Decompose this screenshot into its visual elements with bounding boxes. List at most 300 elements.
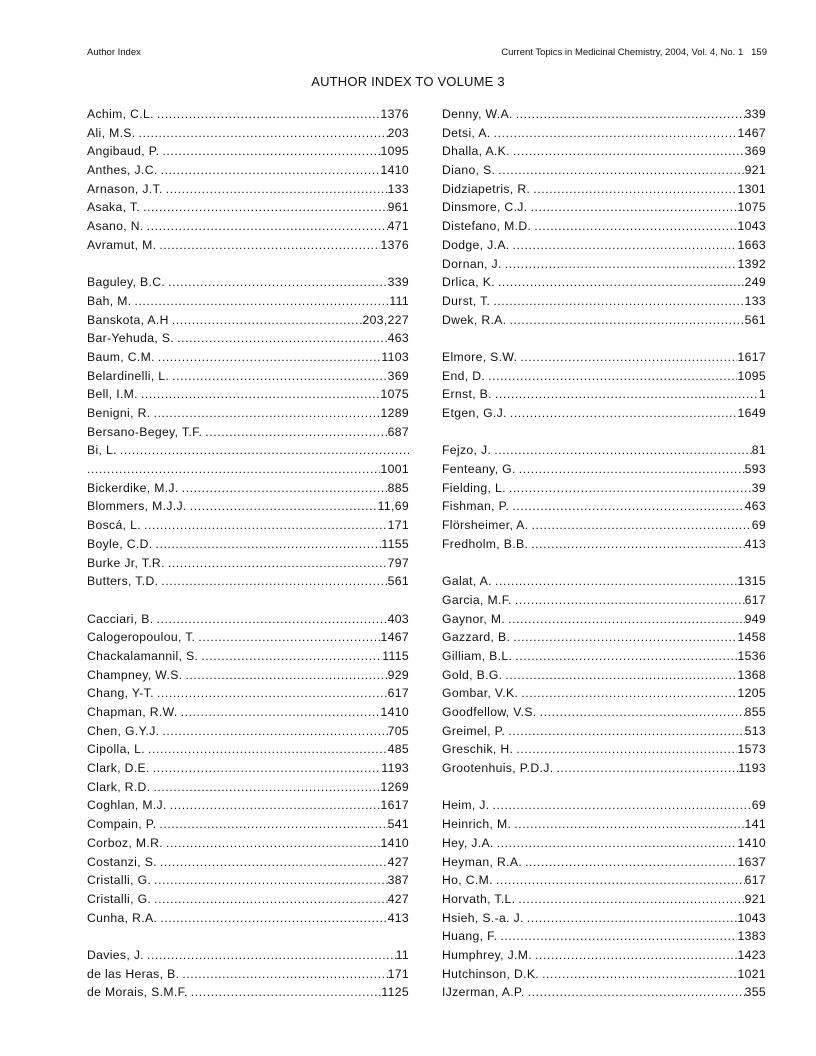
- page-numbers: 463: [387, 331, 409, 346]
- page-numbers: 11: [395, 947, 409, 962]
- index-entry: [87, 273, 409, 292]
- author-name: Bah, M.: [87, 293, 132, 308]
- dot-leader: [509, 311, 744, 330]
- dot-leader: [531, 535, 744, 554]
- dot-leader: [488, 367, 737, 386]
- author-name: Costanzi, S.: [87, 854, 157, 869]
- dot-leader: [519, 460, 745, 479]
- page-numbers: 403: [387, 611, 409, 626]
- page-numbers: 1043: [737, 219, 766, 234]
- dot-leader: [153, 759, 382, 778]
- author-name: Horvath, T.L.: [442, 891, 516, 906]
- page-numbers: 133: [387, 181, 409, 196]
- author-name: Drlica, K.: [442, 275, 495, 290]
- page-numbers: 855: [744, 705, 766, 719]
- dot-leader: [157, 105, 381, 124]
- dot-leader: [154, 890, 387, 909]
- dot-leader: [170, 796, 381, 815]
- dot-leader: [201, 647, 382, 666]
- page-numbers: 1376: [380, 107, 409, 121]
- page-numbers: 1289: [380, 406, 409, 420]
- index-entry: [442, 591, 766, 610]
- author-name: Davies, J.: [87, 947, 145, 962]
- index-entry: [87, 311, 409, 330]
- dot-leader: [191, 983, 382, 1002]
- page-numbers: 1095: [380, 144, 409, 159]
- author-name: Dinsmore, C.J.: [442, 200, 528, 215]
- page-numbers: 1095: [737, 368, 766, 383]
- index-entry: [442, 404, 766, 423]
- running-header-right: Current Topics in Medicinal Chemistry, 2004, Vol. 4, No. 1 159: [501, 47, 767, 58]
- dot-leader: [518, 890, 744, 909]
- dot-leader: [505, 255, 738, 274]
- index-entry: [442, 909, 766, 928]
- author-name: Fredholm, B.B.: [442, 536, 529, 551]
- dot-leader: [143, 198, 388, 217]
- dot-leader: [181, 703, 381, 722]
- dot-leader: [160, 853, 388, 872]
- index-entry: [87, 535, 409, 554]
- dot-leader: [534, 217, 737, 236]
- index-entry: [87, 853, 409, 872]
- dot-leader: [521, 684, 737, 703]
- page-numbers: 387: [387, 873, 409, 888]
- dot-leader: [513, 236, 738, 255]
- author-name: Anthes, J.C.: [87, 163, 158, 178]
- dot-leader: [515, 591, 745, 610]
- page-numbers: 1001: [380, 462, 409, 477]
- author-name: Chang, Y-T.: [87, 686, 154, 701]
- index-entry: [87, 703, 409, 722]
- index-entry: [442, 441, 766, 460]
- index-entry: [87, 348, 409, 367]
- index-entry: [442, 217, 766, 236]
- page-numbers: 1649: [737, 406, 766, 420]
- index-entry: [87, 385, 409, 404]
- page-numbers: 463: [744, 499, 766, 514]
- author-name: Gold, B.G.: [442, 667, 503, 682]
- page-numbers: 1075: [380, 387, 409, 402]
- author-name: de Morais, S.M.F.: [87, 985, 188, 1000]
- dot-leader: [182, 479, 388, 498]
- dot-leader: [155, 535, 381, 554]
- page-numbers: 1115: [382, 648, 409, 663]
- index-letter-group: [87, 946, 409, 1002]
- index-entry: [442, 385, 766, 404]
- dot-leader: [172, 367, 387, 386]
- page-numbers: 617: [744, 873, 766, 888]
- page-numbers: 1410: [380, 835, 409, 850]
- dot-leader: [161, 572, 387, 591]
- index-entry: [442, 815, 766, 834]
- dot-leader: [509, 479, 752, 498]
- author-name: Arnason, J.T.: [87, 181, 163, 196]
- dot-leader: [513, 628, 737, 647]
- author-name: Heim, J.: [442, 798, 490, 813]
- page-numbers: 133: [744, 293, 766, 308]
- dot-leader: [497, 834, 738, 853]
- index-letter-group: [442, 796, 766, 1002]
- page-numbers: 1021: [737, 966, 766, 981]
- index-entry: [442, 236, 766, 255]
- page-numbers: 39: [751, 480, 766, 495]
- dot-leader: [516, 105, 745, 124]
- author-name: Gilliam, B.L.: [442, 648, 513, 663]
- author-name: Clark, R.D.: [87, 779, 151, 794]
- index-entry: [442, 292, 766, 311]
- page-numbers: 427: [387, 854, 409, 869]
- index-entry: [442, 180, 766, 199]
- index-entry: [87, 497, 409, 516]
- dot-leader: [516, 740, 737, 759]
- index-entry: [442, 198, 766, 217]
- page-numbers: 339: [744, 107, 766, 121]
- page-numbers: 1458: [737, 630, 766, 645]
- dot-leader: [120, 441, 409, 460]
- page-numbers: 961: [387, 200, 409, 215]
- index-entry: [442, 311, 766, 330]
- author-name: Distefano, M.D.: [442, 219, 532, 234]
- dot-leader: [527, 909, 738, 928]
- dot-leader: [525, 853, 737, 872]
- dot-leader: [512, 497, 744, 516]
- index-entry: [87, 628, 409, 647]
- dot-leader: [144, 516, 388, 535]
- index-column-right: [442, 105, 766, 1021]
- index-entry: [87, 946, 409, 965]
- page-numbers: 171: [387, 518, 409, 533]
- index-entry: [442, 890, 766, 909]
- dot-leader: [493, 796, 752, 815]
- page-numbers: 1410: [380, 163, 409, 178]
- page-numbers: 1193: [738, 761, 766, 776]
- dot-leader: [542, 965, 737, 984]
- author-name: Baguley, B.C.: [87, 275, 166, 290]
- index-column-left: [87, 105, 409, 1021]
- page-numbers: 1383: [737, 929, 766, 944]
- index-entry: [87, 722, 409, 741]
- page-numbers: 1637: [737, 854, 766, 869]
- dot-leader: [160, 909, 387, 928]
- author-name: Durst, T.: [442, 293, 491, 308]
- page-numbers: 471: [387, 219, 409, 234]
- page-numbers: 69: [751, 518, 766, 533]
- page-numbers: 541: [387, 817, 409, 832]
- author-name: Cacciari, B.: [87, 611, 154, 626]
- dot-leader: [508, 722, 744, 741]
- dot-leader: [166, 180, 388, 199]
- dot-leader: [162, 722, 387, 741]
- dot-leader: [185, 666, 387, 685]
- index-entry: [442, 460, 766, 479]
- dot-leader: [148, 740, 388, 759]
- page-numbers: 1467: [737, 125, 766, 140]
- index-entry: [87, 217, 409, 236]
- index-entry: [442, 124, 766, 143]
- page-numbers: 1269: [380, 779, 409, 794]
- index-entry: [442, 367, 766, 386]
- author-name: Denny, W.A.: [442, 107, 513, 121]
- page-numbers: 561: [387, 574, 409, 589]
- index-entry: [87, 759, 409, 778]
- index-entry: [442, 853, 766, 872]
- index-entry: [87, 871, 409, 890]
- dot-leader: [498, 273, 745, 292]
- page-numbers: 797: [387, 555, 409, 570]
- author-name: Greimel, P.: [442, 723, 506, 738]
- page-numbers: 617: [387, 686, 409, 701]
- index-entry: [442, 255, 766, 274]
- dot-leader: [158, 348, 382, 367]
- index-letter-group: [87, 105, 409, 255]
- author-name: Gazzard, B.: [442, 630, 511, 645]
- author-name: Didziapetris, R.: [442, 181, 531, 196]
- author-name: Dodge, J.A.: [442, 237, 510, 252]
- author-name: Dwek, R.A.: [442, 312, 507, 327]
- page-numbers: 485: [387, 742, 409, 757]
- index-entry: [87, 441, 409, 460]
- author-name: Dornan, J.: [442, 256, 502, 271]
- index-entry: [87, 423, 409, 442]
- author-name: Elmore, S.W.: [442, 349, 518, 364]
- author-name: Champney, W.S.: [87, 667, 183, 682]
- page-numbers: 1301: [737, 181, 766, 196]
- author-name: Boscá, L.: [87, 518, 141, 533]
- page-numbers: 929: [387, 667, 409, 682]
- dot-leader: [154, 871, 387, 890]
- dot-leader: [494, 124, 738, 143]
- page-numbers: 355: [744, 985, 766, 1000]
- page-numbers: 921: [744, 891, 766, 906]
- index-entry: [87, 142, 409, 161]
- index-entry: [442, 348, 766, 367]
- author-name: de las Heras, B.: [87, 966, 180, 981]
- dot-leader: [134, 292, 389, 311]
- author-name: Blommers, M.J.J.: [87, 499, 187, 514]
- dot-leader: [159, 815, 387, 834]
- index-entry: [442, 871, 766, 890]
- dot-leader: [139, 124, 388, 143]
- page-numbers: 1392: [737, 256, 766, 271]
- page-numbers: 339: [387, 275, 409, 290]
- page-numbers: 369: [387, 368, 409, 383]
- dot-leader: [500, 927, 737, 946]
- dot-leader: [153, 404, 380, 423]
- index-entry: [87, 292, 409, 311]
- page-numbers: 1315: [737, 574, 766, 589]
- dot-leader: [513, 142, 745, 161]
- author-name: Grootenhuis, P.D.J.: [442, 761, 554, 776]
- author-name: Gaynor, M.: [442, 611, 506, 626]
- index-letter-group: [87, 610, 409, 928]
- index-entry: [87, 479, 409, 498]
- author-name: Detsi, A.: [442, 125, 491, 140]
- dot-leader: [520, 348, 737, 367]
- dot-leader: [141, 385, 381, 404]
- author-name: Etgen, G.J.: [442, 406, 507, 420]
- page-numbers: 885: [387, 480, 409, 495]
- page-numbers: 141: [744, 817, 766, 832]
- index-entry: [442, 965, 766, 984]
- author-name: Flörsheimer, A.: [442, 518, 529, 533]
- index-entry: [87, 554, 409, 573]
- dot-leader: [198, 628, 380, 647]
- author-name: Chen, G.Y.J.: [87, 723, 160, 738]
- index-entry: [87, 965, 409, 984]
- page-numbers: 1155: [381, 536, 409, 551]
- page-numbers: 593: [744, 462, 766, 477]
- index-entry: [442, 759, 766, 778]
- index-entry: [87, 161, 409, 180]
- page-numbers: 1573: [737, 742, 766, 757]
- author-name: Huang, F.: [442, 929, 498, 944]
- index-entry: [87, 647, 409, 666]
- page-numbers: 1617: [380, 798, 409, 813]
- index-entry: [442, 666, 766, 685]
- index-entry: [442, 946, 766, 965]
- page-numbers: 1410: [380, 705, 409, 719]
- dot-leader: [514, 815, 744, 834]
- index-entry: [87, 516, 409, 535]
- dot-leader: [168, 273, 387, 292]
- dot-leader: [540, 703, 745, 722]
- page-numbers: 617: [744, 592, 766, 607]
- index-letter-group: [442, 348, 766, 423]
- dot-leader: [532, 516, 752, 535]
- page-title: AUTHOR INDEX TO VOLUME 3: [311, 74, 505, 89]
- page-numbers: 203: [387, 125, 409, 140]
- author-name: Asano, N.: [87, 219, 144, 234]
- author-name: Dhalla, A.K.: [442, 144, 510, 159]
- author-name: Ho, C.M.: [442, 873, 493, 888]
- dot-leader: [166, 834, 380, 853]
- page-numbers: 81: [751, 443, 766, 458]
- running-header-left: Author Index: [87, 47, 141, 58]
- author-name: Fenteany, G.: [442, 462, 516, 477]
- author-name: IJzerman, A.P.: [442, 985, 525, 1000]
- index-entry: [442, 516, 766, 535]
- index-entry: [442, 535, 766, 554]
- index-entry: [442, 796, 766, 815]
- page-numbers: 1103: [381, 349, 409, 364]
- author-name: Humphrey, J.M.: [442, 947, 533, 962]
- index-entry: [87, 983, 409, 1002]
- page-numbers: 687: [387, 424, 409, 439]
- author-name: Boyle, C.D.: [87, 536, 153, 551]
- index-entry: [442, 703, 766, 722]
- dot-leader: [556, 759, 738, 778]
- index-entry: [87, 890, 409, 909]
- index-entry: [442, 497, 766, 516]
- index-entry: [87, 815, 409, 834]
- index-entry: [442, 273, 766, 292]
- dot-leader: [510, 404, 738, 423]
- dot-leader: [172, 311, 363, 330]
- dot-leader: [157, 684, 388, 703]
- index-entry: [87, 740, 409, 759]
- author-name: Fejzo, J.: [442, 443, 492, 458]
- dot-leader: [147, 217, 388, 236]
- author-name: Gombar, V.K.: [442, 686, 519, 701]
- author-name: Goodfellow, V.S.: [442, 705, 537, 719]
- index-entry: [87, 124, 409, 143]
- page-numbers: 1410: [737, 835, 766, 850]
- author-name: Bersano-Begey, T.F.: [87, 424, 203, 439]
- dot-leader: [157, 610, 388, 629]
- index-entry: [442, 834, 766, 853]
- index-entry: [442, 479, 766, 498]
- page-numbers: 1205: [737, 686, 766, 701]
- dot-leader: [535, 946, 737, 965]
- dot-leader: [205, 423, 387, 442]
- author-name: Fishman, P.: [442, 499, 510, 514]
- author-name: Chapman, R.W.: [87, 705, 178, 719]
- dot-leader: [177, 329, 387, 348]
- dot-leader: [493, 292, 744, 311]
- index-entry: [442, 647, 766, 666]
- index-entry-continuation: [87, 460, 409, 479]
- author-name: Angibaud, P.: [87, 144, 160, 159]
- index-entry: [87, 666, 409, 685]
- index-letter-group: [442, 105, 766, 329]
- page-numbers: 1617: [737, 349, 766, 364]
- dot-leader: [190, 497, 378, 516]
- author-name: End, D.: [442, 368, 486, 383]
- dot-leader: [153, 778, 380, 797]
- index-letter-group: [87, 273, 409, 591]
- page-numbers: 705: [387, 723, 409, 738]
- dot-leader: [498, 161, 744, 180]
- page-numbers: 427: [387, 891, 409, 906]
- dot-leader: [162, 142, 380, 161]
- dot-leader: [531, 198, 738, 217]
- author-name: Hey, J.A.: [442, 835, 494, 850]
- page-numbers: 11,69: [377, 499, 409, 514]
- author-name: Avramut, M.: [87, 237, 157, 252]
- index-entry: [442, 740, 766, 759]
- dot-leader: [159, 236, 380, 255]
- page-numbers: 1663: [737, 237, 766, 252]
- page-numbers: 921: [744, 163, 766, 178]
- author-name: Baum, C.M.: [87, 349, 155, 364]
- index-entry: [87, 610, 409, 629]
- dot-leader: [161, 161, 381, 180]
- author-name: Cristalli, G.: [87, 891, 152, 906]
- page-numbers: 1125: [381, 985, 409, 1000]
- dot-leader: [182, 965, 387, 984]
- author-name: Ali, M.S.: [87, 125, 136, 140]
- page-numbers: 413: [387, 910, 409, 925]
- index-entry: [442, 983, 766, 1002]
- page-numbers: 949: [744, 611, 766, 626]
- dot-leader: [87, 460, 380, 479]
- index-entry: [442, 684, 766, 703]
- page-numbers: 1075: [737, 200, 766, 215]
- author-name: Cristalli, G.: [87, 873, 152, 888]
- index-entry: [87, 404, 409, 423]
- author-name: Burke Jr, T.R.: [87, 555, 165, 570]
- author-name: Cipolla, L.: [87, 742, 146, 757]
- author-name: Greschik, H.: [442, 742, 514, 757]
- author-name: Calogeropoulou, T.: [87, 630, 196, 645]
- author-name: Garcia, M.F.: [442, 592, 512, 607]
- index-entry: [87, 684, 409, 703]
- index-entry: [442, 105, 766, 124]
- page-numbers: 171: [387, 966, 409, 981]
- index-entry: [87, 796, 409, 815]
- index-entry: [87, 180, 409, 199]
- author-name: Heinrich, M.: [442, 817, 512, 832]
